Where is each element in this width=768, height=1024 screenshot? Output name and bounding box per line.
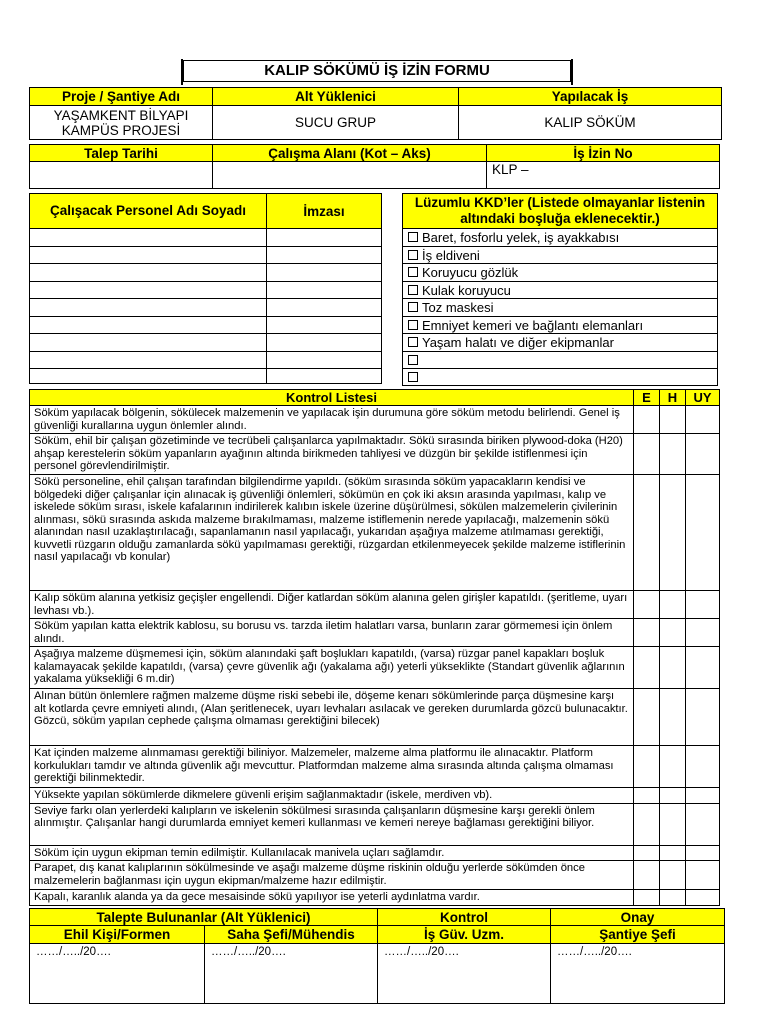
request-table	[29, 144, 720, 189]
checkbox-icon[interactable]	[408, 355, 418, 365]
control-item: Kalıp söküm alanına yetkisiz geçişler engellendi. Diğer katlardan söküm alanına gelen girişler kapatıldı. (şeritleme, uyarı levhası vb.).	[30, 591, 634, 619]
check-e[interactable]	[634, 647, 660, 689]
check-h[interactable]	[660, 647, 686, 689]
ppe-table	[402, 193, 718, 386]
check-e[interactable]	[634, 788, 660, 804]
ppe-header: Lüzumlu KKD’ler (Listede olmayanlar listenin altındaki boşluğa eklenecektir.)	[403, 194, 718, 229]
site-chief-engineer-header: Saha Şefi/Mühendis	[205, 926, 378, 944]
check-h[interactable]	[660, 803, 686, 845]
check-uy[interactable]	[686, 591, 720, 619]
check-e[interactable]	[634, 475, 660, 591]
personnel-name-cell[interactable]	[30, 299, 267, 317]
control-item: Aşağıya malzeme düşmemesi için, söküm alanındaki şaft boşlukları kapatıldı, (varsa) rüzgar panel kapakları boşluk kalamayacak şekilde kapatıldı, (varsa) çevre güvenlik ağı (yakalama ağı) yeterli yükseklikte (Standart güvenlik ağlarının yakalama yüksekliği 6 m.dir)	[30, 647, 634, 689]
personnel-name-cell[interactable]	[30, 282, 267, 299]
personnel-name-cell[interactable]	[30, 247, 267, 264]
checkbox-icon[interactable]	[408, 302, 418, 312]
signature-cell[interactable]	[267, 247, 382, 264]
work-area-header: Çalışma Alanı (Kot – Aks)	[213, 145, 487, 162]
check-h[interactable]	[660, 475, 686, 591]
check-e[interactable]	[634, 803, 660, 845]
work-to-do-value: KALIP SÖKÜM	[459, 106, 722, 140]
safety-specialist-signature[interactable]: ……/…../20….	[378, 944, 551, 1004]
control-item: Söküm yapılan katta elektrik kablosu, su borusu vs. tarzda iletim halatları varsa, bunların zarar görmemesi için önlem alındı.	[30, 619, 634, 647]
approval-header: Onay	[551, 909, 725, 926]
signature-cell[interactable]	[267, 299, 382, 317]
control-item: Parapet, dış kanat kalıplarının sökülmesinde ve aşağı malzeme düşme riskinin olduğu yerlerde sökümden önce malzemelerin bağlanması için uygun ekipman/malzeme hazır edilmiştir.	[30, 861, 634, 890]
checkbox-icon[interactable]	[408, 372, 418, 382]
control-item: Alınan bütün önlemlere rağmen malzeme düşme riski sebebi ile, döşeme kenarı sökümlerinde parça düşmesine karşı alt kotlarda çevre emniyeti alındı, (Alan şeritlenecek, uyarı levhaları asılacak ve gereken durumlarda gözcü bulunacaktır. Gözcü, söküm yapılan cephede çalışma olmaması gerektiğini bilecek)	[30, 689, 634, 746]
column-h-header: H	[660, 390, 686, 406]
personnel-table	[29, 193, 382, 384]
competent-person-header: Ehil Kişi/Formen	[30, 926, 205, 944]
checkbox-icon[interactable]	[408, 267, 418, 277]
ppe-item[interactable]	[403, 352, 718, 369]
ppe-item[interactable]: Koruyucu gözlük	[403, 264, 718, 282]
personnel-name-cell[interactable]	[30, 334, 267, 352]
control-item: Seviye farkı olan yerlerdeki kalıpların ve iskelenin sökülmesi sırasında çalışanların düşmesine karşı gerekli önlem alınmıştır. Çalışanlar hangi durumlarda emniyet kemeri kullanması ve kemeri nereye bağlaması gerektiğini biliyor.	[30, 803, 634, 845]
personnel-name-cell[interactable]	[30, 352, 267, 369]
check-e[interactable]	[634, 591, 660, 619]
check-uy[interactable]	[686, 406, 720, 434]
check-uy[interactable]	[686, 746, 720, 788]
checkbox-icon[interactable]	[408, 285, 418, 295]
site-manager-signature[interactable]: ……/…../20….	[551, 944, 725, 1004]
work-to-do-header: Yapılacak İş	[459, 88, 722, 106]
check-h[interactable]	[660, 788, 686, 804]
personnel-name-cell[interactable]	[30, 317, 267, 334]
permit-no-header: İş İzin No	[487, 145, 720, 162]
ppe-item[interactable]: Kulak koruyucu	[403, 282, 718, 299]
control-item: Söküm yapılacak bölgenin, sökülecek malzemenin ve yapılacak işin durumuna göre söküm metodu belirlendi. Genel iş güvenliği kurallarına uygun önlemler alındı.	[30, 406, 634, 434]
checkbox-icon[interactable]	[408, 232, 418, 242]
ppe-item[interactable]: Baret, fosforlu yelek, iş ayakkabısı	[403, 229, 718, 247]
ppe-item[interactable]	[403, 369, 718, 386]
check-uy[interactable]	[686, 788, 720, 804]
check-uy[interactable]	[686, 689, 720, 746]
check-uy[interactable]	[686, 845, 720, 861]
control-item: Kat içinden malzeme alınmaması gerektiği biliniyor. Malzemeler, malzeme alma platformu ile alınacaktır. Platform korkulukları tamdır ve altında güvenlik ağı mevcuttur. Platformdan malzeme alma sırasında altında çalışma olmaması gerektiği bilinmektedir.	[30, 746, 634, 788]
site-manager-header: Şantiye Şefi	[551, 926, 725, 944]
ppe-item[interactable]: İş eldiveni	[403, 247, 718, 264]
signature-cell[interactable]	[267, 282, 382, 299]
subcontractor-header: Alt Yüklenici	[213, 88, 459, 106]
request-date-header: Talep Tarihi	[30, 145, 213, 162]
safety-specialist-header: İş Güv. Uzm.	[378, 926, 551, 944]
site-chief-engineer-signature[interactable]: ……/…../20….	[205, 944, 378, 1004]
form-title: KALIP SÖKÜMÜ İŞ İZİN FORMU	[183, 60, 571, 82]
signature-cell[interactable]	[267, 352, 382, 369]
approval-table	[29, 908, 725, 1004]
signature-cell[interactable]	[267, 317, 382, 334]
control-item: Söküm için uygun ekipman temin edilmiştir. Kullanılacak manivela uçları sağlamdır.	[30, 845, 634, 861]
personnel-name-cell[interactable]	[30, 369, 267, 384]
check-e[interactable]	[634, 746, 660, 788]
check-e[interactable]	[634, 689, 660, 746]
check-uy[interactable]	[686, 619, 720, 647]
signature-cell[interactable]	[267, 229, 382, 247]
check-h[interactable]	[660, 746, 686, 788]
control-item: Yüksekte yapılan sökümlerde dikmelere güvenli erişim sağlanmaktadır (iskele, merdiven vb).	[30, 788, 634, 804]
check-e[interactable]	[634, 406, 660, 434]
signature-cell[interactable]	[267, 369, 382, 384]
check-h[interactable]	[660, 434, 686, 475]
check-e[interactable]	[634, 845, 660, 861]
subcontractor-value: SUCU GRUP	[213, 106, 459, 140]
check-h[interactable]	[660, 689, 686, 746]
column-uy-header: UY	[686, 390, 720, 406]
check-e[interactable]	[634, 434, 660, 475]
control-header: Kontrol	[378, 909, 551, 926]
control-checklist	[29, 389, 720, 906]
control-item: Söküm, ehil bir çalışan gözetiminde ve tecrübeli çalışanlarca yapılmaktadır. Sökü sırasında biriken plywood-doka (H20) ahşap kerestelerin söküm yapanların ayağının altında birikmeden tahliyesi ve düzgün bir şekilde istiflenmesi için personel görevlendirilmiştir.	[30, 434, 634, 475]
control-item: Sökü personeline, ehil çalışan tarafından bilgilendirme yapıldı. (söküm sırasında söküm yapacakların kendisi ve bölgedeki diğer çalışanlar için alınacak iş güvenliği önlemleri, sökümün en çok iki aksın arasında yapılması, kalıp ve iskelede söküm sırası, iskele kafalarının indirilerek kalıbın iskele üzerine düşürülmesi, sökülen malzemelerin çivilerinin alınması, sökü sırasında askıda malzeme bırakılmaması, malzeme istiflemenin nerede yapılacağı, malzemenin sökü alanından nasıl uzaklaştırılacağı, sapanlamanın nasıl yapılacağı, yukarıdan aşağıya malzeme atılmaması gerektiği, kuvvetli rüzgarın olduğu zamanlarda sökü yapılmaması gerektiği, rüzgardan etkilenmeyecek şekilde malzeme istiflerinin nasıl yapılacağı vb konular)	[30, 475, 634, 591]
check-h[interactable]	[660, 861, 686, 890]
check-uy[interactable]	[686, 434, 720, 475]
check-uy[interactable]	[686, 890, 720, 906]
column-e-header: E	[634, 390, 660, 406]
check-uy[interactable]	[686, 475, 720, 591]
checkbox-icon[interactable]	[408, 250, 418, 260]
check-uy[interactable]	[686, 861, 720, 890]
ppe-item[interactable]: Emniyet kemeri ve bağlantı elemanları	[403, 317, 718, 334]
check-h[interactable]	[660, 619, 686, 647]
control-item: Kapalı, karanlık alanda ya da gece mesaisinde sökü yapılıyor ise yeterli aydınlatma vardır.	[30, 890, 634, 906]
control-list-header: Kontrol Listesi	[30, 390, 634, 406]
request-date-value	[30, 162, 213, 189]
signature-cell[interactable]	[267, 334, 382, 352]
signature-cell[interactable]	[267, 264, 382, 282]
checkbox-icon[interactable]	[408, 320, 418, 330]
ppe-item[interactable]: Yaşam halatı ve diğer ekipmanlar	[403, 334, 718, 352]
personnel-name-header: Çalışacak Personel Adı Soyadı	[30, 194, 267, 229]
competent-person-signature[interactable]: ……/…../20….	[30, 944, 205, 1004]
check-h[interactable]	[660, 406, 686, 434]
project-name-value: YAŞAMKENT BİLYAPI KAMPÜS PROJESİ	[30, 106, 213, 140]
checkbox-icon[interactable]	[408, 337, 418, 347]
personnel-name-cell[interactable]	[30, 229, 267, 247]
requesters-header: Talepte Bulunanlar (Alt Yüklenici)	[30, 909, 378, 926]
check-e[interactable]	[634, 619, 660, 647]
check-h[interactable]	[660, 845, 686, 861]
project-name-header: Proje / Şantiye Adı	[30, 88, 213, 106]
check-h[interactable]	[660, 591, 686, 619]
signature-header: İmzası	[267, 194, 382, 229]
check-uy[interactable]	[686, 803, 720, 845]
work-area-value	[213, 162, 487, 189]
personnel-name-cell[interactable]	[30, 264, 267, 282]
project-table	[29, 87, 722, 140]
ppe-item[interactable]: Toz maskesi	[403, 299, 718, 317]
check-e[interactable]	[634, 890, 660, 906]
permit-no-value: KLP –	[487, 162, 720, 189]
check-h[interactable]	[660, 890, 686, 906]
check-e[interactable]	[634, 861, 660, 890]
check-uy[interactable]	[686, 647, 720, 689]
